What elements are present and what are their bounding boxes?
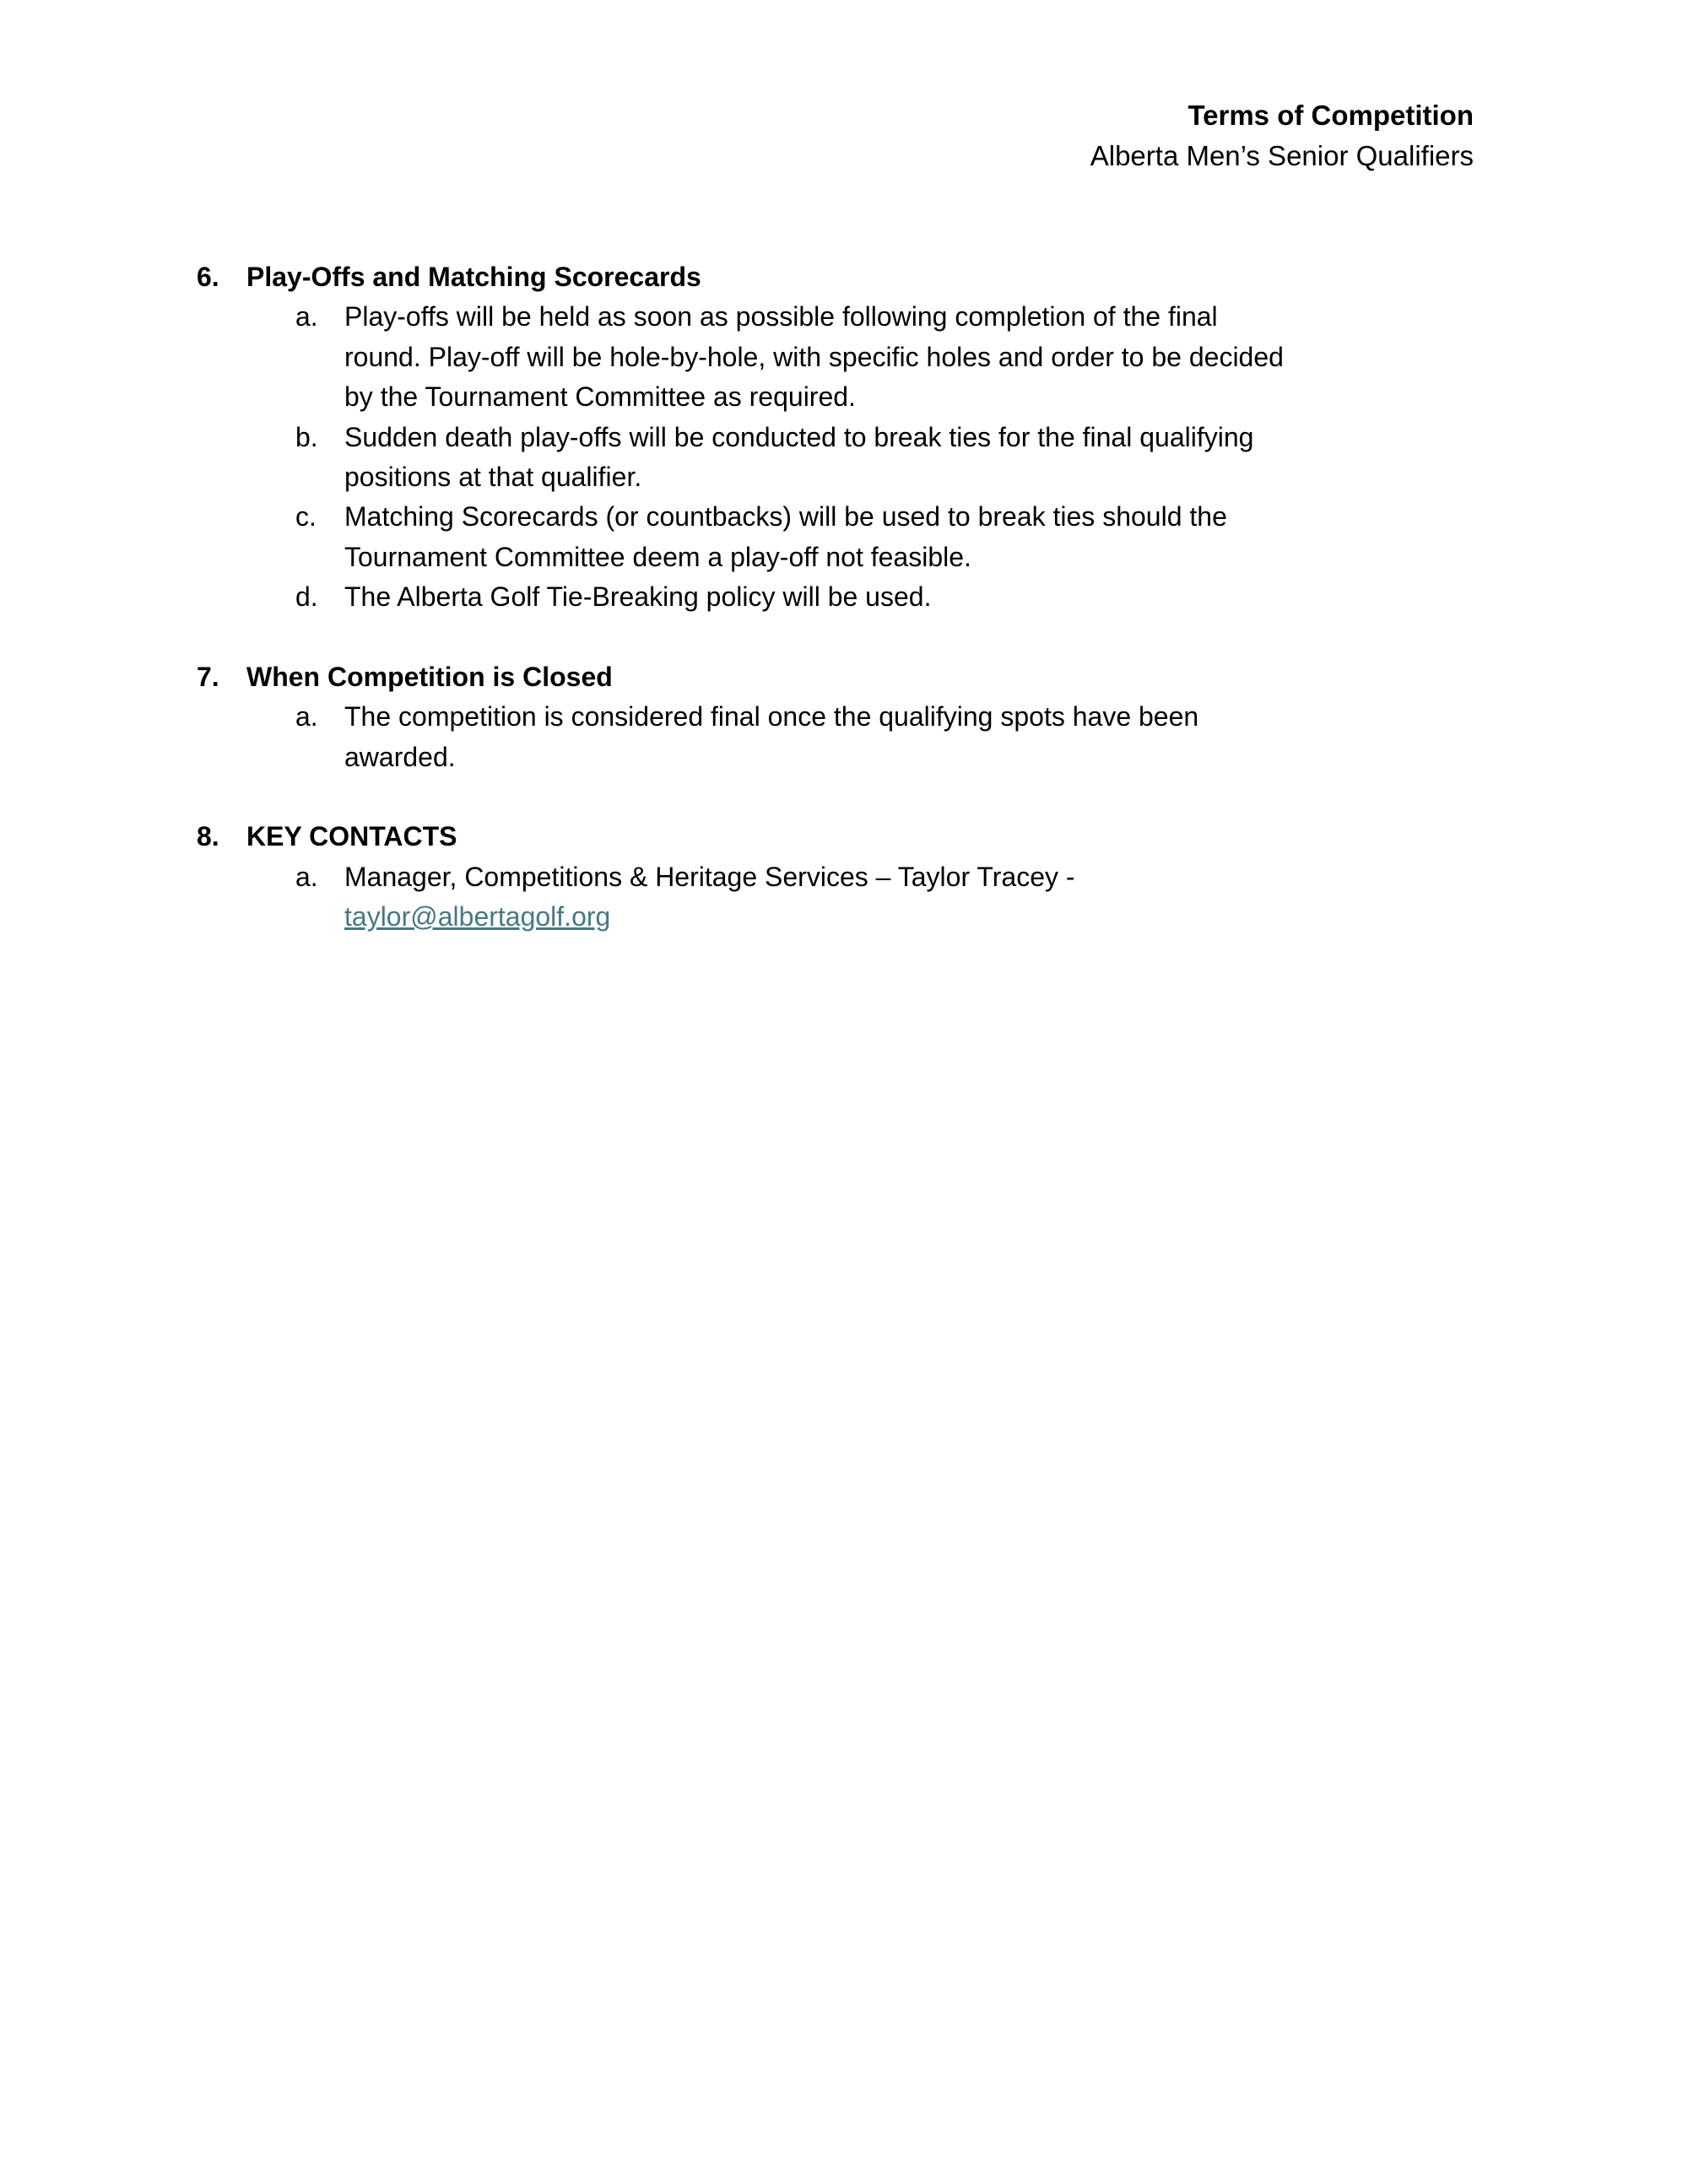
item-letter: d. xyxy=(295,581,318,613)
document-header-subtitle: Alberta Men’s Senior Qualifiers xyxy=(1090,140,1474,171)
section-heading xyxy=(0,817,1688,857)
item-text-line: positions at that qualifier. xyxy=(344,461,642,492)
section-number: 6. xyxy=(197,262,219,292)
section-8 xyxy=(0,817,1688,937)
list-item xyxy=(0,297,1688,417)
list-item xyxy=(0,497,1688,577)
item-text-line: round. Play-off will be hole-by-hole, with specific holes and order to be decided xyxy=(344,341,1284,372)
section-heading xyxy=(0,657,1688,697)
item-link-line xyxy=(344,897,1688,937)
document-body xyxy=(0,257,1688,977)
document-header-title: Terms of Competition xyxy=(1188,100,1474,131)
item-text-line: Play-offs will be held as soon as possible following completion of the final xyxy=(344,301,1218,332)
item-text-line: Matching Scorecards (or countbacks) will be used to break ties should the xyxy=(344,501,1227,532)
section-title: Play-Offs and Matching Scorecards xyxy=(246,262,701,292)
list-item xyxy=(0,418,1688,498)
section-title: KEY CONTACTS xyxy=(246,821,457,852)
section-number: 7. xyxy=(197,661,219,692)
item-letter: a. xyxy=(295,701,318,733)
item-text-line: Manager, Competitions & Heritage Services – Taylor Tracey - xyxy=(344,861,1075,892)
item-letter: b. xyxy=(295,421,318,452)
item-text-line: The Alberta Golf Tie-Breaking policy will be used. xyxy=(344,581,932,613)
item-text-line: Sudden death play-offs will be conducted to break ties for the final qualifying xyxy=(344,421,1254,452)
section-6 xyxy=(0,257,1688,618)
item-text-line: awarded. xyxy=(344,741,456,772)
section-title: When Competition is Closed xyxy=(246,661,613,692)
list-item xyxy=(0,857,1688,938)
section-heading xyxy=(0,257,1688,297)
section-7 xyxy=(0,657,1688,777)
item-letter: a. xyxy=(295,301,318,332)
item-text-line: The competition is considered final once the qualifying spots have been xyxy=(344,701,1199,733)
item-letter: a. xyxy=(295,861,318,892)
item-text-line: Tournament Committee deem a play-off not feasible. xyxy=(344,541,971,572)
list-item xyxy=(0,697,1688,777)
section-number: 8. xyxy=(197,821,219,852)
item-text-line: by the Tournament Committee as required. xyxy=(344,381,856,413)
list-item xyxy=(0,577,1688,617)
item-letter: c. xyxy=(295,501,316,532)
email-link[interactable]: taylor@albertagolf.org xyxy=(344,901,611,933)
